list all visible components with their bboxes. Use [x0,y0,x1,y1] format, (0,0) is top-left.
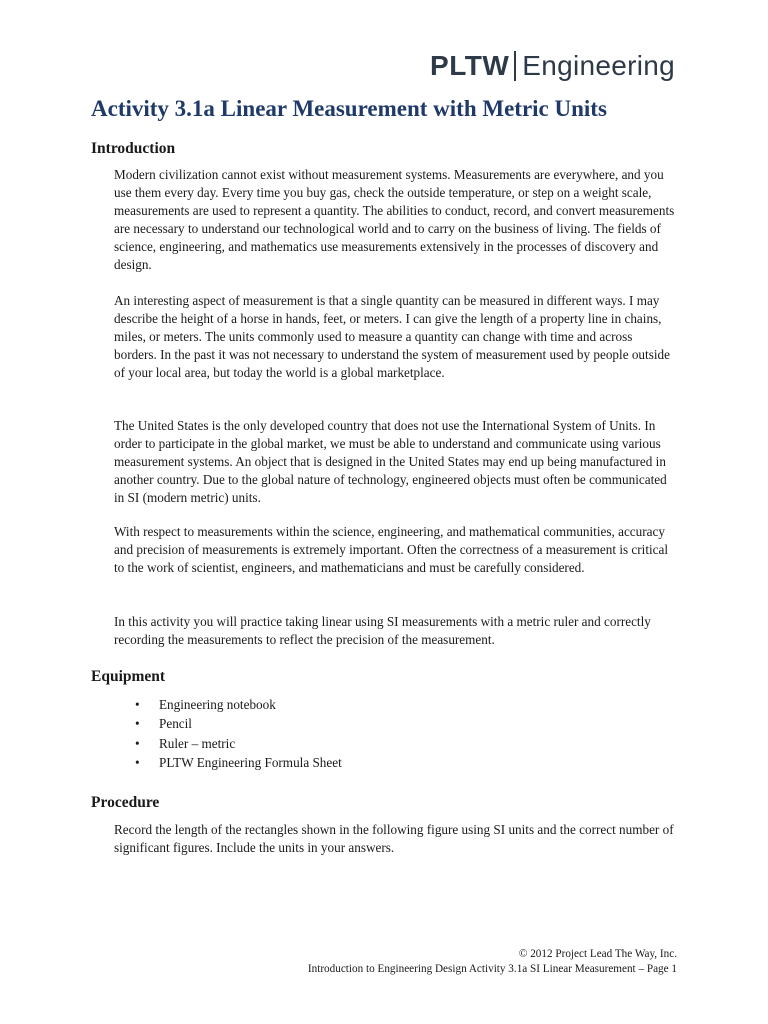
list-item [114,734,342,753]
list-item [114,714,342,733]
intro-paragraph-1: Modern civilization cannot exist without measurement systems. Measurements are everywhere, and you use them every day. Every time you buy gas, check the outside temperature, or step on a weight scale, measurements are used to represent a quantity. The abilities to conduct, record, and convert measurements are necessary to understand our technological world and to carry on the business of living. The fields of science, engineering, and mathematics use measurements extensively in the processes of discovery and design. [114,167,675,272]
procedure-paragraph: Record the length of the rectangles shown in the following figure using SI units and the correct number of significant figures. Include the units in your answers. [114,822,674,855]
logo-divider [514,51,516,81]
bullet-icon: • [135,716,140,732]
intro-paragraph-2: An interesting aspect of measurement is that a single quantity can be measured in different ways. I may describe the height of a horse in hands, feet, or meters. I can give the length of a property line in chains, miles, or meters. The units commonly used to measure a quantity can change with time and across borders. In the past it was not necessary to understand the system of measurement used by people outside of your local area, but today the world is a global marketplace. [114,293,670,380]
page-title: Activity 3.1a Linear Measurement with Metric Units [91,96,607,121]
equipment-item-label: PLTW Engineering Formula Sheet [159,754,342,770]
list-item [114,753,342,772]
intro-paragraph-3: The United States is the only developed country that does not use the International System of Units. In order to participate in the global market, we must be able to understand and communicate using various measurement systems. An object that is designed in the United States may end up being manufactured in another country. Due to the global nature of technology, engineered objects must often be communicated in SI (modern metric) units. [114,418,667,505]
bullet-icon: • [135,735,140,751]
bullet-icon: • [135,697,140,712]
logo-brand: PLTW [430,50,510,81]
logo-subtitle: Engineering [522,50,675,81]
footer-copyright: © 2012 Project Lead The Way, Inc. [518,948,677,960]
intro-paragraph-5: In this activity you will practice taking linear using SI measurements with a metric ruler and correctly recording the measurements to reflect the precision of the measurement. [114,614,651,647]
list-item [114,695,342,714]
equipment-heading: Equipment [91,668,166,685]
introduction-heading: Introduction [91,140,176,157]
pltw-engineering-logo [430,48,675,84]
bullet-icon: • [135,754,140,770]
intro-paragraph-4: With respect to measurements within the science, engineering, and mathematical communities, accuracy and precision of measurements is extremely important. Often the correctness of a measurement is critical to the work of scientist, engineers, and mathematicians and must be carefully considered. [114,524,669,575]
procedure-heading: Procedure [91,794,160,811]
equipment-item-label: Ruler – metric [159,735,236,751]
equipment-item-label: Pencil [159,716,192,732]
equipment-list [114,695,342,772]
footer-page-info: Introduction to Engineering Design Activity 3.1a SI Linear Measurement – Page 1 [307,963,677,975]
equipment-item-label: Engineering notebook [159,697,276,712]
